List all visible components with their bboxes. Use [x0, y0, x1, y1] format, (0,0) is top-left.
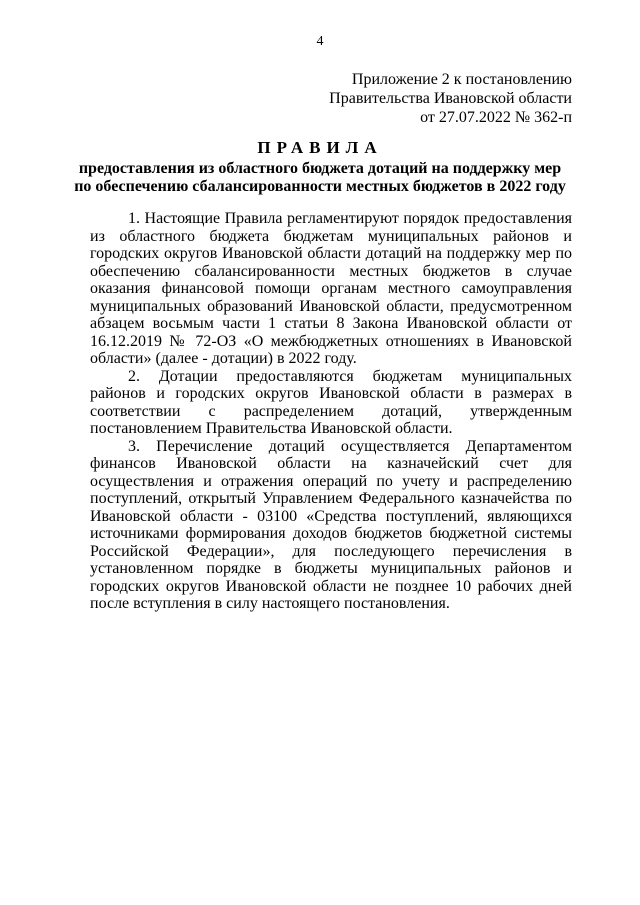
paragraph-3: 3. Перечисление дотаций осуществляется Департаментом финансов Ивановской области на казначейский счет для осуществления и отражения операций по учету и распределению поступлений, открытый Управлением Федерального казначейства по Ивановской области - 03100 «Средства поступлений, являющихся источниками формирования доходов бюджетов бюджетной системы Российской Федерации», для последующего перечисления в установленном порядке в бюджеты муниципальных районов и городских округов Ивановской области не позднее 10 рабочих дней после вступления в силу настоящего постановления. — [90, 437, 572, 612]
title-sub-line-2: по обеспечению сбалансированности местных бюджетов в 2022 году — [74, 178, 566, 195]
document-title — [0, 138, 640, 196]
appendix-line-1: Приложение 2 к постановлению — [351, 71, 572, 88]
page-number: 4 — [316, 34, 324, 49]
title-main: ПРАВИЛА — [257, 138, 383, 157]
paragraph-1: 1. Настоящие Правила регламентируют порядок предоставления из областного бюджета бюджетам муниципальных районов и городских округов Ивановской области дотаций на поддержку мер по обеспечению сбалансированности местных бюджетов в случае оказания финансовой помощи органам местного самоуправления муниципальных образований Ивановской области, предусмотренном абзацем восьмым части 1 статьи 8 Закона Ивановской области от 16.12.2019 № 72-ОЗ «О межбюджетных отношениях в Ивановской области» (далее - дотации) в 2022 году. — [90, 210, 572, 367]
document-body — [90, 210, 572, 613]
title-sub-line-1: предоставления из областного бюджета дотаций на поддержку мер — [78, 160, 562, 177]
appendix-note — [329, 70, 572, 127]
paragraph-2: 2. Дотации предоставляются бюджетам муниципальных районов и городских округов Ивановской области в размерах в соответствии с распределением дотаций, утвержденным постановлением Правительства Ивановской области. — [90, 367, 572, 437]
appendix-line-2: Правительства Ивановской области — [329, 90, 572, 107]
appendix-line-3: от 27.07.2022 № 362-п — [420, 109, 572, 126]
